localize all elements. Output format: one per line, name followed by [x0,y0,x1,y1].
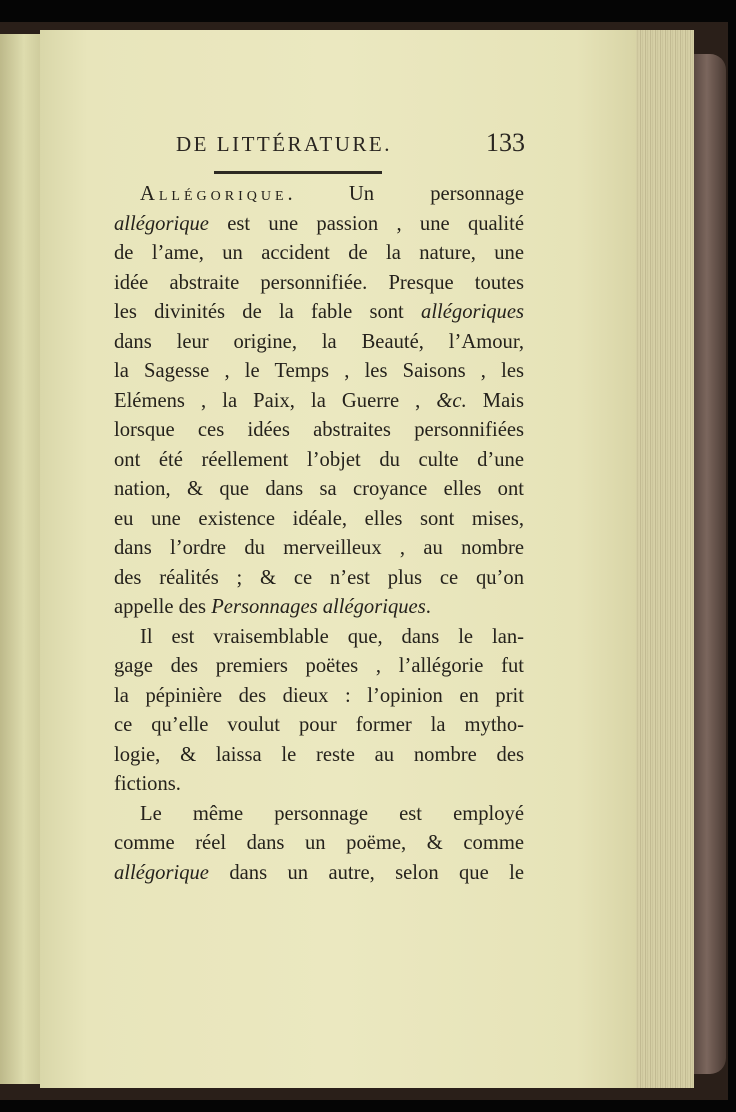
text-line [114,534,524,564]
text-line [114,446,524,476]
text-run: de l’ame, un accident de la nature, une [114,242,524,264]
text-line [114,210,524,240]
text-line [114,505,524,535]
italic-text: Personnages allégoriques [211,596,426,618]
text-line [114,269,524,299]
running-title: DE LITTÉRATURE. [176,132,392,156]
text-line [114,652,524,682]
text-line [114,623,524,653]
text-line [114,564,524,594]
text-run: Le même personnage est employé [140,802,524,825]
text-line [114,180,524,210]
text-line [114,829,524,859]
text-run: logie, & laissa le reste au nombre des [114,743,524,766]
text-run: la pépinière des dieux : l’opinion en prit [114,684,524,707]
text-run: la Sagesse , le Temps , les Saisons , les [114,360,524,382]
text-line [114,387,524,417]
text-run: dans leur origine, la Beauté, l’Amour, [114,330,524,353]
body-text [114,180,524,888]
text-run: ce qu’elle voulut pour former la mytho- [114,714,524,736]
italic-text: &c. [436,389,467,412]
text-line [114,593,524,623]
text-run: des réalités ; & ce n’est plus ce qu’on [114,566,524,589]
italic-text: allégorique [114,861,209,884]
page-number: 133 [486,128,525,157]
text-run: eu une existence idéale, elles sont mises, [114,507,524,530]
text-run: dans un autre, selon que le [208,861,524,884]
text-run: idée abstraite personnifiée. Presque toutes [114,271,524,294]
text-run: . Un personnage [287,183,524,205]
small-caps-text: Allégorique [140,183,288,205]
header-rule [214,171,382,174]
page-fore-edge [636,30,694,1088]
text-run: comme réel dans un poëme, & comme [114,832,524,854]
book-cover-board [694,54,726,1074]
text-run: lorsque ces idées abstraites personnifiées [114,419,524,441]
text-run: fictions. [114,773,181,795]
italic-text: allégorique [114,212,209,235]
italic-text: allégoriques [421,301,524,323]
text-line [114,416,524,446]
text-line [114,475,524,505]
text-line [114,770,524,800]
text-line [114,800,524,830]
text-line [114,328,524,358]
text-run: dans l’ordre du merveilleux , au nombre [114,537,524,559]
text-run: Elémens , la Paix, la Guerre , [114,389,437,412]
facing-page-edge [0,34,41,1084]
text-line [114,357,524,387]
text-line [114,859,524,889]
text-run: nation, & que dans sa croyance elles ont [114,478,524,500]
text-line [114,682,524,712]
text-line [114,298,524,328]
text-run: est une passion , une qualité [208,212,524,235]
text-run: Mais [466,389,524,412]
text-run: ont été réellement l’objet du culte d’une [114,448,524,471]
text-line [114,741,524,771]
text-run: Il est vraisemblable que, dans le lan- [140,625,524,648]
text-run: . [425,596,431,618]
text-run: les divinités de la fable sont [114,301,422,323]
text-run: gage des premiers poëtes , l’allégorie fut [114,655,524,677]
text-line [114,239,524,269]
text-run: appelle des [114,596,212,618]
text-line [114,711,524,741]
